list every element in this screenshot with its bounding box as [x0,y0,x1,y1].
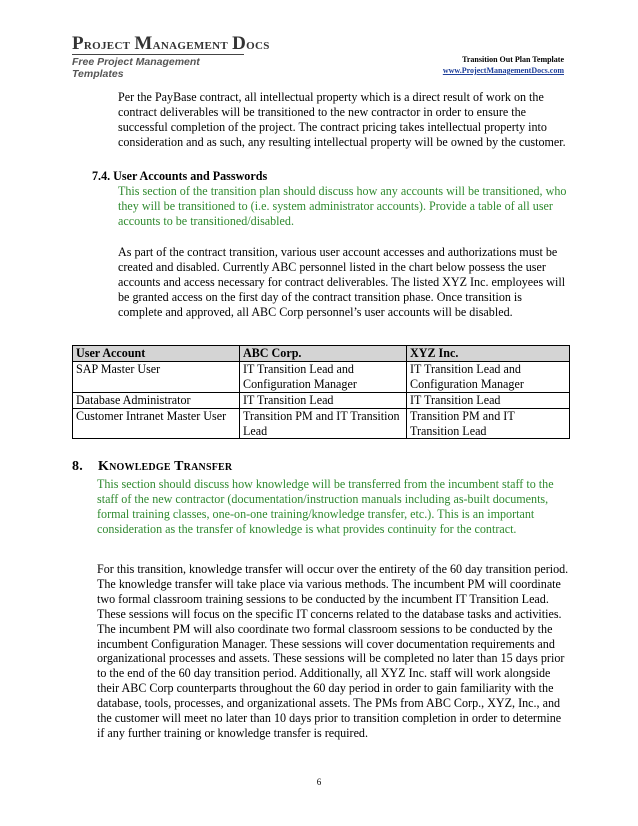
table-cell: IT Transition Lead and Configuration Manager [407,361,570,392]
doc-title: Transition Out Plan Template [462,55,564,64]
table-cell: Database Administrator [73,392,240,408]
header-right [443,54,564,76]
table-header-cell: ABC Corp. [240,346,407,362]
table-header-cell: XYZ Inc. [407,346,570,362]
user-accounts-table [72,345,570,439]
logo [72,33,270,80]
section-7-4-guidance: This section of the transition plan should discuss how any accounts will be transitioned, who they will be transitioned to (i.e. system administrator accounts). Provide a table of all user accounts to be transitioned/disabled. [118,184,567,228]
table-cell: SAP Master User [73,361,240,392]
table-header-row [73,346,570,362]
section-8-number: 8. [72,459,83,474]
table-cell: Customer Intranet Master User [73,408,240,439]
section-8-heading [72,460,232,475]
section-8-guidance: This section should discuss how knowledge will be transferred from the incumbent staff to the staff of the new contractor (documentation/instruction manuals including as-built documents, formal training classes, one-on-one training/knowledge transfer, etc.). This is an important consideration as the transfer of knowledge is what provides continuity for the contract. [97,477,554,536]
logo-tagline: Free Project Management Templates [72,54,244,80]
section-8-title: Knowledge Transfer [98,459,233,474]
table-row [73,408,570,439]
section-8-body: For this transition, knowledge transfer will occur over the entirety of the 60 day transition period. The knowledge transfer will take place via various methods. The incumbent PM will coordinate two formal classroom training sessions to be conducted by the incumbent IT Transition Lead. These sessions will focus on the specific IT concerns related to the database tasks and activities. The incumbent PM will also coordinate two formal classroom sessions to be conducted by the incumbent Configuration Manager. These sessions will cover documentation requirements and organizational processes and assets. These sessions will be completed no later than 15 days prior to the end of the 60 day transition period. Additionally, all XYZ Inc. staff will work alongside their ABC Corp counterparts throughout the 60 day period in order to gain familiarity with the database, tools, processes, and organizational assets. The PMs from ABC Corp., XYZ, Inc., and the customer will meet no later than 10 days prior to transition completion in order to determine if any further training or knowledge transfer is required. [97,562,569,740]
logo-title: Project Management Docs [72,33,270,54]
table-cell: Transition PM and IT Transition Lead [407,408,570,439]
section-7-4-heading: 7.4. User Accounts and Passwords [92,169,268,183]
table-header-cell: User Account [73,346,240,362]
intro-paragraph: Per the PayBase contract, all intellectual property which is a direct result of work on the contract deliverables will be transitioned to the new contractor in order to ensure the successful completion of the project. The contract pricing takes intellectual property into consideration and as such, any resulting intellectual property will be owned by the customer. [118,90,566,149]
table-cell: IT Transition Lead [240,392,407,408]
table-cell: IT Transition Lead and Configuration Manager [240,361,407,392]
table-row [73,392,570,408]
page-number: 6 [316,777,322,787]
table-cell: Transition PM and IT Transition Lead [240,408,407,439]
table-cell: IT Transition Lead [407,392,570,408]
table-row [73,361,570,392]
section-7-4-body: As part of the contract transition, various user account accesses and authorizations must be created and disabled. Currently ABC personnel listed in the chart below possess the user accounts and access necessary for contract deliverables. The listed XYZ Inc. employees will be granted access on the first day of the contract transition phase. Once transition is complete and approved, all ABC Corp personnel’s user accounts will be disabled. [118,245,566,319]
site-link[interactable]: www.ProjectManagementDocs.com [442,66,564,75]
